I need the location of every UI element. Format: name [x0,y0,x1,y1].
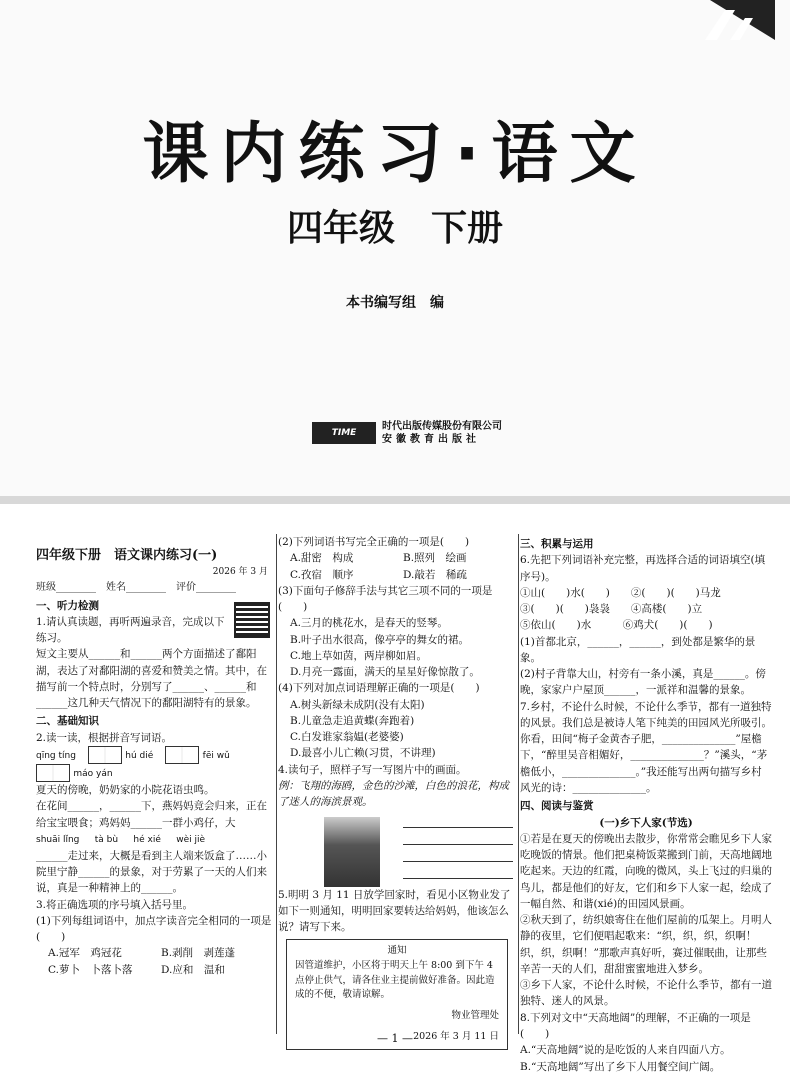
section-accumulation: 三、积累与运用 [520,538,594,550]
question-2-text-2: 在花间______，______下，燕妈妈竟会归来，正在给宝宝喂食；鸡妈妈______一群小鸡仔，大 [36,800,267,829]
option[interactable]: A.三月的桃花水，是春天的竖琴。 [290,617,448,630]
section-listening: 一、听力检测 [36,599,99,612]
publisher-press: 安徽教育出版社 [382,434,480,445]
option[interactable]: B.“天高地阔”写出了乡下人用餐空间广阔。 [520,1060,721,1073]
option[interactable]: C.白发谁家翁媪(老婆婆) [290,731,404,744]
question-6-words-1: ①山( )水( ) ②( )( )马龙 [520,586,721,599]
column-left [36,534,274,978]
question-4-example: 例：飞翔的海鸥，金色的沙滩，白色的浪花，构成了迷人的海滨景观。 [278,779,509,809]
question-1-text: 短文主要从______和______两个方面描述了鄱阳湖，表达了对鄱阳湖的喜爱和赞美之情。其中，在描写前一个特点时，分别写了______、______和______这几种天气情况下的鄱阳湖特有的景象。 [36,648,267,710]
question-7: 7.乡村，不论什么时候，不论什么季节，都有一道独特的风景。我们总是被诗人笔下纯美的田园风光所吸引。你看，田间“梅子金黄杏子肥，______________”屋檐下，“醉里吴音相媚好，______________？”溪头，“茅檐低小，______________。”我还能写出两句描写乡村风光的诗：______________。 [520,700,772,794]
option[interactable]: D.应和 温和 [161,963,225,976]
question-8: 8.下列对文中“天高地阔”的理解，不正确的一项是( ) [520,1011,751,1040]
option[interactable]: C.萝卜 卜落卜落 [48,963,133,976]
question-3-1-options [36,945,274,978]
landscape-image [324,817,380,887]
question-3-4-options [278,697,516,762]
student-info: 班级________ 姓名________ 评价________ [36,582,236,594]
question-2-pinyin-2: shuāi lǐng tà bù hé xié wèi jiè [36,834,206,845]
option[interactable]: A.冠军 鸡冠花 [48,947,122,960]
option[interactable]: B.剥削 剥莲蓬 [161,947,236,960]
question-4-answer [278,811,516,887]
option[interactable]: B.儿童急走追黄蝶(奔跑着) [290,714,415,727]
option[interactable]: A.甜密 构成 [290,552,354,565]
worksheet-title: 四年级下册 语文课内练习(一) [36,548,218,563]
publisher-block [312,420,502,446]
publisher-mark: TIME [312,422,376,444]
question-3-3: (3)下面句子修辞手法与其它三项不同的一项是( ) [278,584,493,614]
passage-title: (一)乡下人家(节选) [599,816,693,829]
answer-box[interactable] [36,764,70,782]
book-editor: 本书编写组 编 [346,295,444,311]
worksheet-page [0,504,790,1073]
page-number: — 1 — [377,1032,413,1045]
question-3-2-options [278,550,516,583]
column-right [520,534,772,1075]
question-3: 3.将正确选项的序号填入括号里。 [36,898,194,911]
column-middle [278,534,516,1054]
option[interactable]: A.树头新绿未成阴(没有太阳) [290,698,425,711]
publisher-logo-icon [705,0,780,40]
notice-title: 通知 [387,945,407,957]
notice-signature: 物业管理处 [451,1010,499,1022]
book-cover [0,0,790,500]
publisher-name: 时代出版传媒股份有限公司 [382,421,502,432]
option[interactable]: A.“天高地阔”说的是吃饭的人来自四面八方。 [520,1044,731,1057]
passage-paragraph-3: ③乡下人家，不论什么时候，不论什么季节，都有一道独特、迷人的风景。 [520,979,772,1008]
passage-paragraph-1: ①若是在夏天的傍晚出去散步，你常常会瞧见乡下人家吃晚饭的情景。他们把桌椅饭菜搬到门前，天高地阔地吃起来。天边的红霞，向晚的微风，头上飞过的归巢的鸟儿，都是他们的好友，它们和乡下人家一起，绘成了一幅自然、和谐(xié)的田园风景画。 [520,832,772,910]
notice-date: 2026 年 3 月 11 日 [413,1030,499,1042]
passage-paragraph-2: ②秋天到了，纺织娘寄住在他们屋前的瓜架上。月明人静的夜里，它们便唱起歌来：“织，织，织，织啊！织，织，织啊！”那歌声真好听，赛过催眠曲，让那些辛苦一天的人们，甜甜蜜蜜地进入梦乡。 [520,914,772,975]
question-3-4: (4)下列对加点词语理解正确的一项是( ) [278,682,480,695]
column-divider [276,534,277,1034]
option[interactable]: B.叶子出水很高，像亭亭的舞女的裙。 [290,633,470,646]
option[interactable]: B.照列 绘画 [403,552,467,565]
answer-box[interactable] [165,746,199,764]
answer-lines[interactable] [403,811,513,879]
notice-body: 因管道维护，小区将于明天上午 8:00 到下午 4 点停止供气，请各住业主提前做好准备。因此造成的不便，敬请谅解。 [295,960,495,1001]
question-2: 2.读一读，根据拼音写词语。 [36,731,173,744]
question-5: 5.明明 3 月 11 日放学回家时，看见小区物业发了如下一则通知，明明回家要转达给妈妈，他该怎么说？请写下来。 [278,888,511,934]
worksheet-date: 2026 年 3 月 [212,567,268,578]
option[interactable]: C.地上草如茵，两岸柳如眉。 [290,649,427,662]
question-3-3-options [278,615,516,680]
section-reading: 四、阅读与鉴赏 [520,800,594,813]
question-6: 6.先把下列词语补充完整，再选择合适的词语填空(填序号)。 [520,554,766,583]
qr-code-icon[interactable] [234,602,270,638]
question-2-text-1: 夏天的傍晚，奶奶家的小院花语虫鸣。 [36,783,215,796]
option[interactable]: D.最喜小儿亡赖(习贯，不讲理) [290,747,436,760]
question-2-pinyin: qīng tíng hú dié fēi wǔ máo yán [36,746,274,782]
page-separator [0,496,790,504]
question-2-text-3: ______走过来，大概是看到主人端来饭盒了……小院里宁静______的景象，对于劳累了一天的人们来说，真是一种精神上的______。 [36,849,267,895]
question-3-1: (1)下列每组词语中，加点字读音完全相同的一项是( ) [36,914,272,944]
option[interactable]: D.敲若 稀疏 [403,568,467,581]
book-grade: 四年级 下册 [286,208,503,249]
section-basics: 二、基础知识 [36,715,99,728]
question-6-words-2: ③( )( )袅袅 ④高楼( )立 [520,603,703,616]
question-3-2: (2)下列词语书写完全正确的一项是( ) [278,536,470,548]
question-4: 4.读句子，照样子写一写图片中的画面。 [278,763,467,776]
question-6-words-3: ⑤依山( )水 ⑥鸡犬( )( ) [520,619,713,632]
question-6-blank-1: (1)首都北京，______，______，到处都是繁华的景象。 [520,635,756,664]
column-divider [518,534,519,1034]
book-title: 课内练习·语文 [142,115,648,192]
question-1: 1.请认真读题，再听两遍录音，完成以下练习。 [36,615,225,645]
answer-box[interactable] [88,746,122,764]
option[interactable]: C.孜宿 顺序 [290,568,354,581]
option[interactable]: D.月亮一露面，满天的星星好像惊散了。 [290,666,480,679]
question-6-blank-2: (2)村子背靠大山，村旁有一条小溪，真是______。傍晚，家家户户屋顶______，一派祥和温馨的景象。 [520,668,766,697]
